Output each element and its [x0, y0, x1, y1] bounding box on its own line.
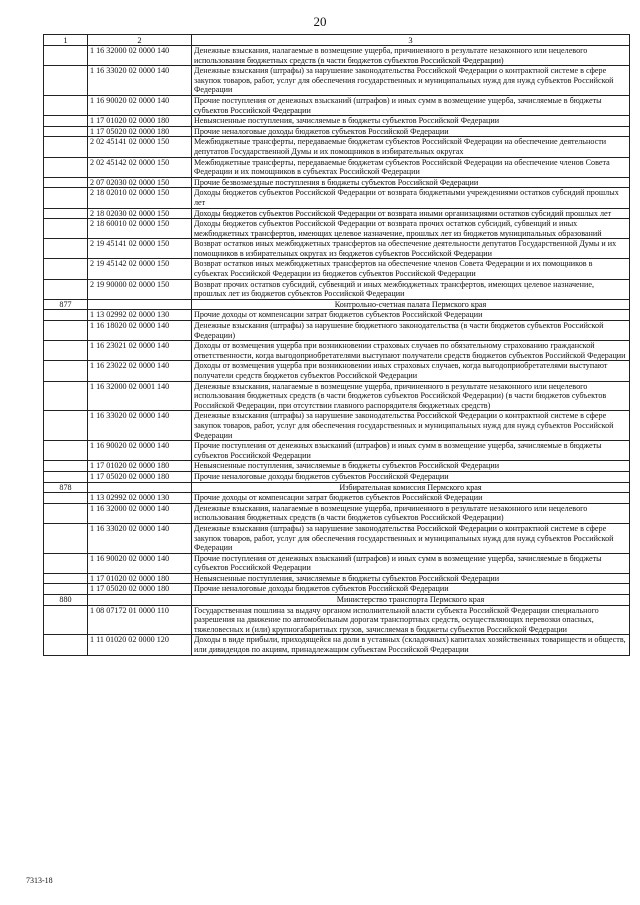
empty-cell	[44, 116, 88, 127]
revenue-code: 2 02 45141 02 0000 150	[88, 137, 192, 157]
revenue-description: Прочие неналоговые доходы бюджетов субъектов Российской Федерации	[192, 584, 630, 595]
table-row	[44, 471, 630, 482]
revenue-description: Прочие доходы от компенсации затрат бюджетов субъектов Российской Федерации	[192, 493, 630, 504]
empty-cell	[88, 595, 192, 606]
revenue-code: 1 08 07172 01 0000 110	[88, 605, 192, 635]
table-row	[44, 605, 630, 635]
revenue-code: 2 18 02010 02 0000 150	[88, 188, 192, 208]
table-row	[44, 137, 630, 157]
revenue-code: 1 17 05020 02 0000 180	[88, 126, 192, 137]
empty-cell	[44, 381, 88, 411]
revenue-code: 1 16 23022 02 0000 140	[88, 361, 192, 381]
revenue-code: 1 16 32000 02 0001 140	[88, 381, 192, 411]
admin-row	[44, 595, 630, 606]
admin-code: 877	[44, 299, 88, 310]
table-row	[44, 361, 630, 381]
admin-name: Контрольно-счетная палата Пермского края	[192, 299, 630, 310]
revenue-description: Денежные взыскания (штрафы) за нарушение бюджетного законодательства (в части бюджетов субъектов Российской Федерации)	[192, 321, 630, 341]
revenue-code: 1 16 90020 02 0000 140	[88, 95, 192, 115]
table-row	[44, 341, 630, 361]
admin-name: Министерство транспорта Пермского края	[192, 595, 630, 606]
table-row	[44, 95, 630, 115]
empty-cell	[44, 341, 88, 361]
revenue-description: Возврат остатков иных межбюджетных трансфертов на обеспечение деятельности депутатов Государственной Думы и их помощников в избирательных округах из бюджетов субъектов Российской Федерации	[192, 239, 630, 259]
revenue-code: 1 11 01020 02 0000 120	[88, 635, 192, 655]
revenue-description: Денежные взыскания (штрафы) за нарушение законодательства Российской Федерации о контрактной системе в сфере закупок товаров, работ, услуг для обеспечения государственных и муниципальных нужд для нужд субъектов Российской Федерации	[192, 66, 630, 96]
revenue-code: 1 16 32000 02 0000 140	[88, 503, 192, 523]
table-row	[44, 46, 630, 66]
revenue-description: Денежные взыскания (штрафы) за нарушение законодательства Российской Федерации о контрактной системе в сфере закупок товаров, работ, услуг для обеспечения государственных и муниципальных нужд для нужд субъектов Российской Федерации	[192, 411, 630, 441]
header-col-1: 1	[44, 35, 88, 46]
empty-cell	[44, 493, 88, 504]
table-row	[44, 523, 630, 553]
revenue-codes-table	[43, 34, 630, 656]
revenue-description: Доходы бюджетов субъектов Российской Федерации от возврата прочих остатков субсидий, субвенций и иных межбюджетных трансфертов, имеющих целевое назначение, прошлых лет из бюджетов муниципальных образований	[192, 219, 630, 239]
table-row	[44, 259, 630, 279]
revenue-description: Денежные взыскания, налагаемые в возмещение ущерба, причиненного в результате незаконного или нецелевого использования бюджетных средств (в части бюджетов субъектов Российской Федерации)	[192, 46, 630, 66]
empty-cell	[44, 553, 88, 573]
admin-code: 878	[44, 482, 88, 493]
revenue-description: Прочие доходы от компенсации затрат бюджетов субъектов Российской Федерации	[192, 310, 630, 321]
revenue-code: 1 16 33020 02 0000 140	[88, 411, 192, 441]
revenue-code: 2 19 90000 02 0000 150	[88, 279, 192, 299]
revenue-description: Прочие неналоговые доходы бюджетов субъектов Российской Федерации	[192, 126, 630, 137]
empty-cell	[44, 441, 88, 461]
revenue-description: Доходы от возмещения ущерба при возникновении страховых случаев по обязательному страхованию гражданской ответственности, когда выгодоприобретателями выступают получатели средств бюджетов субъектов Российской Федерации	[192, 341, 630, 361]
table-row	[44, 503, 630, 523]
revenue-code: 2 02 45142 02 0000 150	[88, 157, 192, 177]
revenue-description: Доходы в виде прибыли, приходящейся на доли в уставных (складочных) капиталах хозяйственных товариществ и обществ, или дивидендов по акциям, принадлежащим субъектам Российской Федерации	[192, 635, 630, 655]
table-row	[44, 126, 630, 137]
footer-code: 7313-18	[26, 876, 53, 885]
table-row	[44, 381, 630, 411]
empty-cell	[44, 361, 88, 381]
empty-cell	[44, 46, 88, 66]
empty-cell	[44, 461, 88, 472]
empty-cell	[44, 126, 88, 137]
admin-row	[44, 299, 630, 310]
revenue-code: 2 18 02030 02 0000 150	[88, 208, 192, 219]
table-row	[44, 310, 630, 321]
revenue-code: 2 07 02030 02 0000 150	[88, 177, 192, 188]
table-row	[44, 553, 630, 573]
empty-cell	[44, 188, 88, 208]
revenue-description: Прочие безвозмездные поступления в бюджеты субъектов Российской Федерации	[192, 177, 630, 188]
table-row	[44, 573, 630, 584]
revenue-code: 2 18 60010 02 0000 150	[88, 219, 192, 239]
table-row	[44, 584, 630, 595]
empty-cell	[44, 411, 88, 441]
table-row	[44, 441, 630, 461]
revenue-description: Невыясненные поступления, зачисляемые в бюджеты субъектов Российской Федерации	[192, 116, 630, 127]
empty-cell	[44, 310, 88, 321]
table-header	[44, 35, 630, 46]
revenue-code: 1 17 01020 02 0000 180	[88, 573, 192, 584]
table-row	[44, 239, 630, 259]
revenue-description: Прочие поступления от денежных взысканий (штрафов) и иных сумм в возмещение ущерба, зачисляемые в бюджеты субъектов Российской Федерации	[192, 441, 630, 461]
empty-cell	[44, 635, 88, 655]
revenue-code: 1 17 05020 02 0000 180	[88, 584, 192, 595]
empty-cell	[44, 219, 88, 239]
table-row	[44, 157, 630, 177]
empty-cell	[44, 503, 88, 523]
revenue-code: 1 16 33020 02 0000 140	[88, 523, 192, 553]
table-row	[44, 116, 630, 127]
empty-cell	[44, 239, 88, 259]
revenue-description: Возврат остатков иных межбюджетных трансфертов на обеспечение членов Совета Федерации и их помощников в субъектах Российской Федерации из бюджетов субъектов Российской Федерации	[192, 259, 630, 279]
empty-cell	[44, 208, 88, 219]
admin-code: 880	[44, 595, 88, 606]
admin-row	[44, 482, 630, 493]
revenue-description: Прочие неналоговые доходы бюджетов субъектов Российской Федерации	[192, 471, 630, 482]
table-row	[44, 411, 630, 441]
revenue-code: 1 13 02992 02 0000 130	[88, 493, 192, 504]
table-row	[44, 635, 630, 655]
empty-cell	[44, 584, 88, 595]
revenue-code: 1 16 90020 02 0000 140	[88, 441, 192, 461]
revenue-code: 1 17 05020 02 0000 180	[88, 471, 192, 482]
revenue-description: Возврат прочих остатков субсидий, субвенций и иных межбюджетных трансфертов, имеющих целевое назначение, прошлых лет из бюджетов субъектов Российской Федерации	[192, 279, 630, 299]
empty-cell	[44, 137, 88, 157]
table-row	[44, 219, 630, 239]
revenue-description: Доходы от возмещения ущерба при возникновении иных страховых случаев, когда выгодоприобретателями выступают получатели средств бюджетов субъектов Российской Федерации	[192, 361, 630, 381]
revenue-description: Денежные взыскания (штрафы) за нарушение законодательства Российской Федерации о контрактной системе в сфере закупок товаров, работ, услуг для обеспечения государственных и муниципальных нужд для нужд субъектов Российской Федерации	[192, 523, 630, 553]
table-row	[44, 188, 630, 208]
empty-cell	[88, 482, 192, 493]
admin-name: Избирательная комиссия Пермского края	[192, 482, 630, 493]
empty-cell	[44, 259, 88, 279]
table-row	[44, 66, 630, 96]
empty-cell	[44, 66, 88, 96]
empty-cell	[44, 573, 88, 584]
revenue-description: Государственная пошлина за выдачу органом исполнительной власти субъекта Российской Федерации специального разрешения на движение по автомобильным дорогам транспортных средств, осуществляющих перевозки опасных, тяжеловесных и (или) крупногабаритных грузов, зачисляемая в бюджеты субъектов Российской Федерации	[192, 605, 630, 635]
empty-cell	[44, 321, 88, 341]
revenue-code: 1 16 32000 02 0000 140	[88, 46, 192, 66]
revenue-code: 1 17 01020 02 0000 180	[88, 461, 192, 472]
revenue-code: 1 16 23021 02 0000 140	[88, 341, 192, 361]
revenue-description: Денежные взыскания, налагаемые в возмещение ущерба, причиненного в результате незаконного или нецелевого использования бюджетных средств (в части бюджетов субъектов Российской Федерации) (в части бюджетов субъектов Российской Федерации, при отсутствии главного распорядителя бюджетных средств)	[192, 381, 630, 411]
revenue-description: Невыясненные поступления, зачисляемые в бюджеты субъектов Российской Федерации	[192, 573, 630, 584]
revenue-code: 2 19 45142 02 0000 150	[88, 259, 192, 279]
header-col-3: 3	[192, 35, 630, 46]
table-row	[44, 177, 630, 188]
empty-cell	[44, 523, 88, 553]
revenue-code: 1 16 33020 02 0000 140	[88, 66, 192, 96]
empty-cell	[44, 95, 88, 115]
empty-cell	[44, 279, 88, 299]
revenue-description: Прочие поступления от денежных взысканий (штрафов) и иных сумм в возмещение ущерба, зачисляемые в бюджеты субъектов Российской Федерации	[192, 95, 630, 115]
revenue-description: Невыясненные поступления, зачисляемые в бюджеты субъектов Российской Федерации	[192, 461, 630, 472]
empty-cell	[44, 177, 88, 188]
revenue-code: 2 19 45141 02 0000 150	[88, 239, 192, 259]
revenue-code: 1 17 01020 02 0000 180	[88, 116, 192, 127]
header-col-2: 2	[88, 35, 192, 46]
table-row	[44, 461, 630, 472]
empty-cell	[44, 605, 88, 635]
revenue-description: Доходы бюджетов субъектов Российской Федерации от возврата бюджетными учреждениями остатков субсидий прошлых лет	[192, 188, 630, 208]
page-number: 20	[313, 14, 327, 29]
revenue-description: Межбюджетные трансферты, передаваемые бюджетам субъектов Российской Федерации на обеспечение членов Совета Федерации и их помощников в субъектах Российской Федерации	[192, 157, 630, 177]
revenue-code: 1 13 02992 02 0000 130	[88, 310, 192, 321]
table-row	[44, 208, 630, 219]
empty-cell	[44, 471, 88, 482]
empty-cell	[88, 299, 192, 310]
table-body	[44, 46, 630, 656]
revenue-code: 1 16 90020 02 0000 140	[88, 553, 192, 573]
table-row	[44, 493, 630, 504]
revenue-description: Доходы бюджетов субъектов Российской Федерации от возврата иными организациями остатков субсидий прошлых лет	[192, 208, 630, 219]
table-row	[44, 321, 630, 341]
table-row	[44, 279, 630, 299]
revenue-description: Денежные взыскания, налагаемые в возмещение ущерба, причиненного в результате незаконного или нецелевого использования бюджетных средств (в части бюджетов субъектов Российской Федерации)	[192, 503, 630, 523]
revenue-code: 1 16 18020 02 0000 140	[88, 321, 192, 341]
revenue-description: Межбюджетные трансферты, передаваемые бюджетам субъектов Российской Федерации на обеспечение деятельности депутатов Государственной Думы и их помощников в избирательных округах	[192, 137, 630, 157]
empty-cell	[44, 157, 88, 177]
revenue-description: Прочие поступления от денежных взысканий (штрафов) и иных сумм в возмещение ущерба, зачисляемые в бюджеты субъектов Российской Федерации	[192, 553, 630, 573]
